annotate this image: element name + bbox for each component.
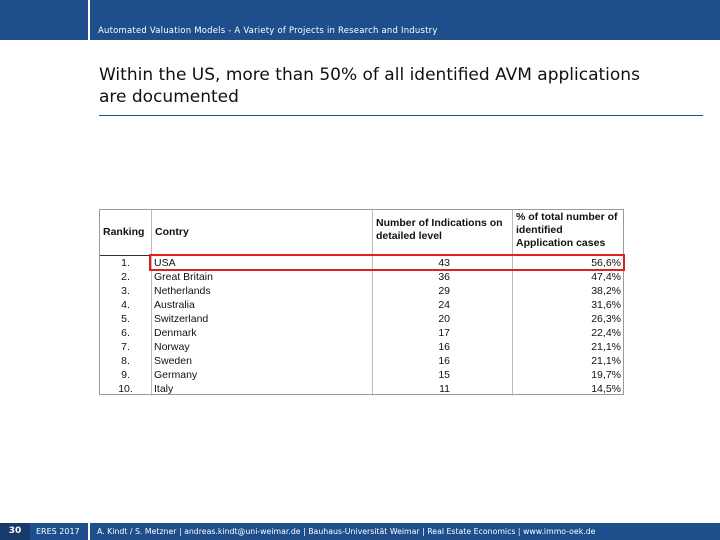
slide-title: Within the US, more than 50% of all identified AVM applications are documented <box>99 65 640 107</box>
percent-cell: 21,1% <box>512 354 623 368</box>
table-row <box>100 354 623 368</box>
count-cell: 16 <box>372 340 512 354</box>
percent-cell: 26,3% <box>512 312 623 326</box>
country-cell: Great Britain <box>151 270 372 284</box>
count-cell: 24 <box>372 298 512 312</box>
percent-cell: 19,7% <box>512 368 623 382</box>
table-body <box>100 256 623 396</box>
country-cell: Netherlands <box>151 284 372 298</box>
percent-cell: 31,6% <box>512 298 623 312</box>
table-row <box>100 340 623 354</box>
rank-cell: 1. <box>121 257 130 269</box>
rank-cell: 10. <box>118 383 133 395</box>
count-cell: 36 <box>372 270 512 284</box>
footer-bar <box>0 523 720 540</box>
table-row <box>100 368 623 382</box>
banner-divider <box>88 0 90 40</box>
percent-cell: 47,4% <box>512 270 623 284</box>
rank-cell: 7. <box>121 341 130 353</box>
table-row <box>100 312 623 326</box>
country-cell: Denmark <box>151 326 372 340</box>
table-row <box>100 298 623 312</box>
count-cell: 15 <box>372 368 512 382</box>
rank-cell: 6. <box>121 327 130 339</box>
table-row <box>100 382 623 396</box>
count-cell: 16 <box>372 354 512 368</box>
count-cell: 29 <box>372 284 512 298</box>
table-row <box>100 284 623 298</box>
rank-cell: 4. <box>121 299 130 311</box>
percent-cell: 14,5% <box>512 382 623 396</box>
count-cell: 17 <box>372 326 512 340</box>
footer-info: A. Kindt / S. Metzner | andreas.kindt@uni-weimar.de | Bauhaus-Universität Weimar | Real Estate Economics | www.immo-oek.de <box>97 527 596 536</box>
percent-cell: 38,2% <box>512 284 623 298</box>
header-country: Contry <box>151 210 372 255</box>
header-count: Number of Indications on detailed level <box>372 210 512 255</box>
rank-cell: 8. <box>121 355 130 367</box>
table-header-row <box>100 210 623 256</box>
country-cell: Sweden <box>151 354 372 368</box>
country-cell: Germany <box>151 368 372 382</box>
table-row <box>100 326 623 340</box>
header-percent: % of total number of identified Application cases <box>512 210 623 255</box>
count-cell: 43 <box>372 256 512 270</box>
header-ranking: Ranking <box>103 226 145 238</box>
footer-divider <box>88 523 90 540</box>
percent-cell: 22,4% <box>512 326 623 340</box>
conference-label: ERES 2017 <box>36 527 80 536</box>
banner-left-block <box>0 0 88 40</box>
rank-cell: 5. <box>121 313 130 325</box>
country-cell: Switzerland <box>151 312 372 326</box>
count-cell: 11 <box>372 382 512 396</box>
rank-cell: 3. <box>121 285 130 297</box>
count-cell: 20 <box>372 312 512 326</box>
ranking-table <box>99 209 624 395</box>
country-cell: Italy <box>151 382 372 396</box>
percent-cell: 56,6% <box>512 256 623 270</box>
country-cell: USA <box>151 256 372 270</box>
usa-highlight-box <box>149 254 625 271</box>
title-underline <box>99 115 703 116</box>
presentation-header: Automated Valuation Models - A Variety of Projects in Research and Industry <box>98 26 438 36</box>
rank-cell: 2. <box>121 271 130 283</box>
country-cell: Norway <box>151 340 372 354</box>
rank-cell: 9. <box>121 369 130 381</box>
percent-cell: 21,1% <box>512 340 623 354</box>
page-number: 30 <box>0 523 30 540</box>
top-banner <box>0 0 720 40</box>
table-row <box>100 270 623 284</box>
country-cell: Australia <box>151 298 372 312</box>
